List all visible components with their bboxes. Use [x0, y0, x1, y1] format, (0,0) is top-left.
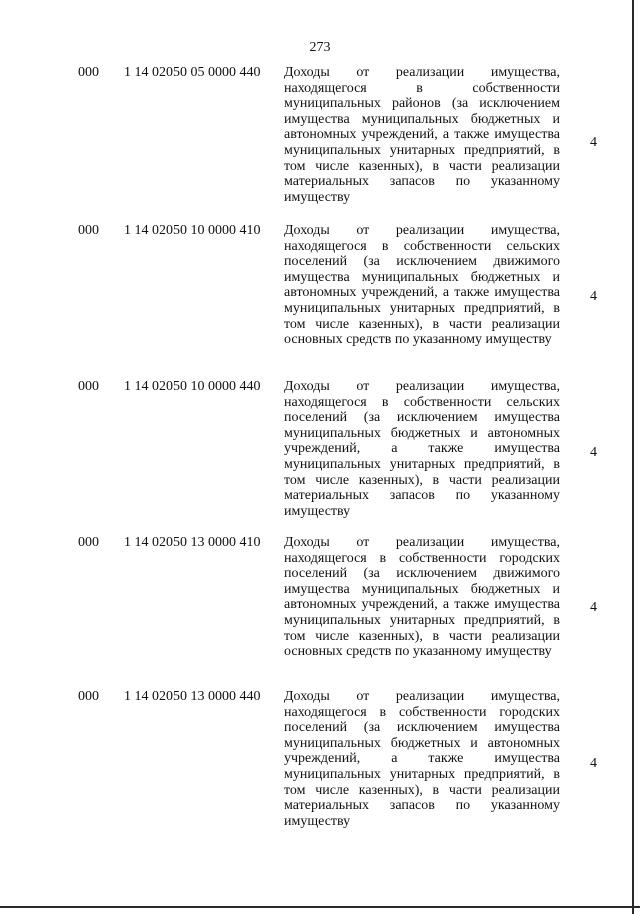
- value-cell: 4: [590, 135, 597, 150]
- page-number: 273: [309, 40, 331, 55]
- admin-code: 000: [78, 223, 99, 238]
- income-description: Доходы от реализации имущества, находящегося в собственности муниципальных районов (за исключением имущества муниципальных бюджетных и автономных учреждений, а также имущества муниципальных унитарных предприятий, в том числе казенных), в части реализации материальных запасов по указанному имуществу: [284, 65, 560, 205]
- value-cell: 4: [590, 289, 597, 304]
- scan-border-bottom: [0, 906, 640, 908]
- income-description: Доходы от реализации имущества, находящегося в собственности сельских поселений (за исключением имущества муниципальных бюджетных и автономных учреждений, а также имущества муниципальных унитарных предприятий, в том числе казенных), в части реализации материальных запасов по указанному имуществу: [284, 379, 560, 519]
- income-description: Доходы от реализации имущества, находящегося в собственности городских поселений (за исключением движимого имущества муниципальных бюджетных и автономных учреждений, а также имущества муниципальных унитарных предприятий, в том числе казенных), в части реализации основных средств по указанному имуществу: [284, 535, 560, 660]
- kbk-code: 1 14 02050 10 0000 440: [124, 379, 261, 394]
- income-description: Доходы от реализации имущества, находящегося в собственности сельских поселений (за исключением движимого имущества муниципальных бюджетных и автономных учреждений, а также имущества муниципальных унитарных предприятий, в том числе казенных), в части реализации основных средств по указанному имуществу: [284, 223, 560, 348]
- kbk-code: 1 14 02050 13 0000 410: [124, 535, 261, 550]
- kbk-code: 1 14 02050 10 0000 410: [124, 223, 261, 238]
- admin-code: 000: [78, 689, 99, 704]
- admin-code: 000: [78, 535, 99, 550]
- scan-border-right: [632, 0, 634, 914]
- value-cell: 4: [590, 445, 597, 460]
- value-cell: 4: [590, 756, 597, 771]
- admin-code: 000: [78, 65, 99, 80]
- kbk-code: 1 14 02050 13 0000 440: [124, 689, 261, 704]
- admin-code: 000: [78, 379, 99, 394]
- income-description: Доходы от реализации имущества, находящегося в собственности городских поселений (за исключением имущества муниципальных бюджетных и автономных учреждений, а также имущества муниципальных унитарных предприятий, в том числе казенных), в части реализации материальных запасов по указанному имуществу: [284, 689, 560, 829]
- kbk-code: 1 14 02050 05 0000 440: [124, 65, 261, 80]
- value-cell: 4: [590, 600, 597, 615]
